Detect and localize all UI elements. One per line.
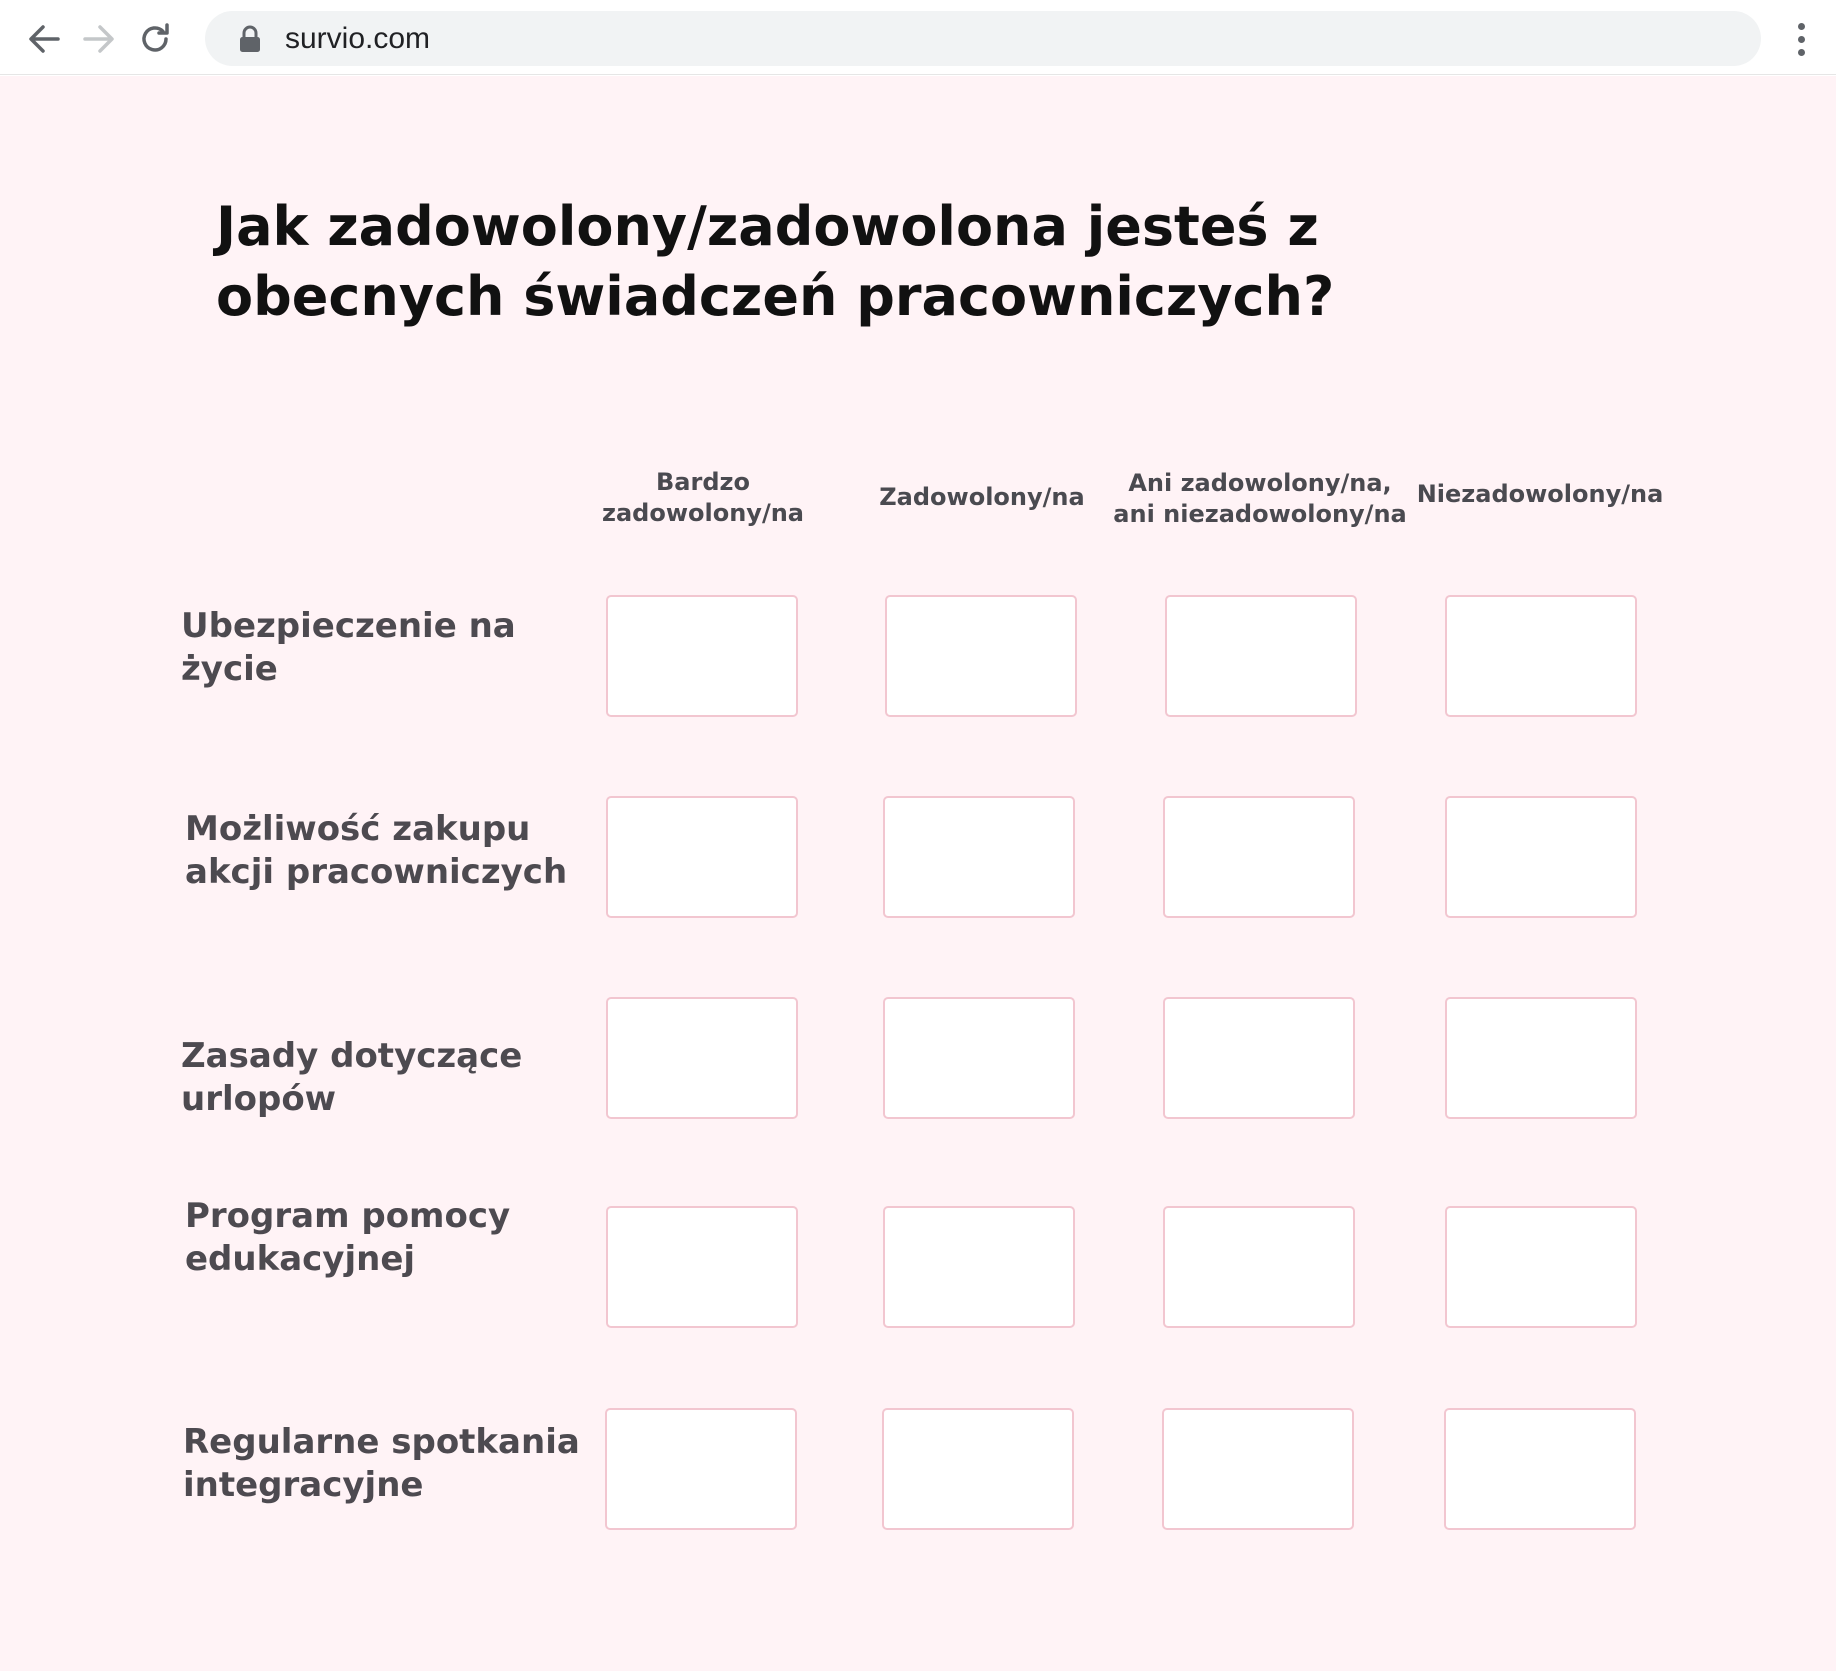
kebab-menu-icon[interactable] xyxy=(1790,16,1812,62)
choice-r2-satisfied[interactable] xyxy=(883,796,1075,918)
column-header-neutral: Ani zadowolony/na, ani niezadowolony/na xyxy=(1113,469,1407,528)
choice-r3-satisfied[interactable] xyxy=(883,997,1075,1119)
forward-arrow-icon xyxy=(82,24,116,54)
choice-r2-neutral[interactable] xyxy=(1163,796,1355,918)
forward-button[interactable] xyxy=(76,16,122,62)
column-header-satisfied: Zadowolony/na xyxy=(879,483,1085,511)
choice-r4-dissatisfied[interactable] xyxy=(1445,1206,1637,1328)
question-title: Jak zadowolony/zadowolona jesteś z obecnych świadczeń pracowniczych? xyxy=(216,195,1335,328)
choice-r3-very-satisfied[interactable] xyxy=(606,997,798,1119)
row-label-team-meetings: Regularne spotkania integracyjne xyxy=(183,1422,580,1505)
row-label-leave-policy: Zasady dotyczące urlopów xyxy=(181,1036,523,1119)
lock-icon xyxy=(238,25,262,53)
address-bar[interactable] xyxy=(205,11,1761,66)
choice-r4-satisfied[interactable] xyxy=(883,1206,1075,1328)
choice-r1-very-satisfied[interactable] xyxy=(606,595,798,717)
choice-r5-satisfied[interactable] xyxy=(882,1408,1074,1530)
choice-r5-very-satisfied[interactable] xyxy=(605,1408,797,1530)
choice-r1-neutral[interactable] xyxy=(1165,595,1357,717)
choice-r1-dissatisfied[interactable] xyxy=(1445,595,1637,717)
choice-r5-dissatisfied[interactable] xyxy=(1444,1408,1636,1530)
back-button[interactable] xyxy=(21,16,67,62)
choice-r1-satisfied[interactable] xyxy=(885,595,1077,717)
row-label-education-assistance: Program pomocy edukacyjnej xyxy=(185,1196,511,1279)
choice-r2-very-satisfied[interactable] xyxy=(606,796,798,918)
browser-toolbar xyxy=(0,0,1836,75)
column-header-dissatisfied: Niezadowolony/na xyxy=(1416,480,1664,508)
choice-r4-neutral[interactable] xyxy=(1163,1206,1355,1328)
back-arrow-icon xyxy=(27,24,61,54)
choice-r4-very-satisfied[interactable] xyxy=(606,1206,798,1328)
url-text: survio.com xyxy=(285,22,431,55)
choice-r3-dissatisfied[interactable] xyxy=(1445,997,1637,1119)
reload-button[interactable] xyxy=(132,16,178,62)
row-label-life-insurance: Ubezpieczenie na życie xyxy=(181,606,516,689)
reload-icon xyxy=(138,22,172,56)
choice-r3-neutral[interactable] xyxy=(1163,997,1355,1119)
row-label-employee-stock: Możliwość zakupu akcji pracowniczych xyxy=(185,809,568,892)
column-header-very-satisfied: Bardzo zadowolony/na xyxy=(602,468,804,527)
choice-r2-dissatisfied[interactable] xyxy=(1445,796,1637,918)
choice-r5-neutral[interactable] xyxy=(1162,1408,1354,1530)
